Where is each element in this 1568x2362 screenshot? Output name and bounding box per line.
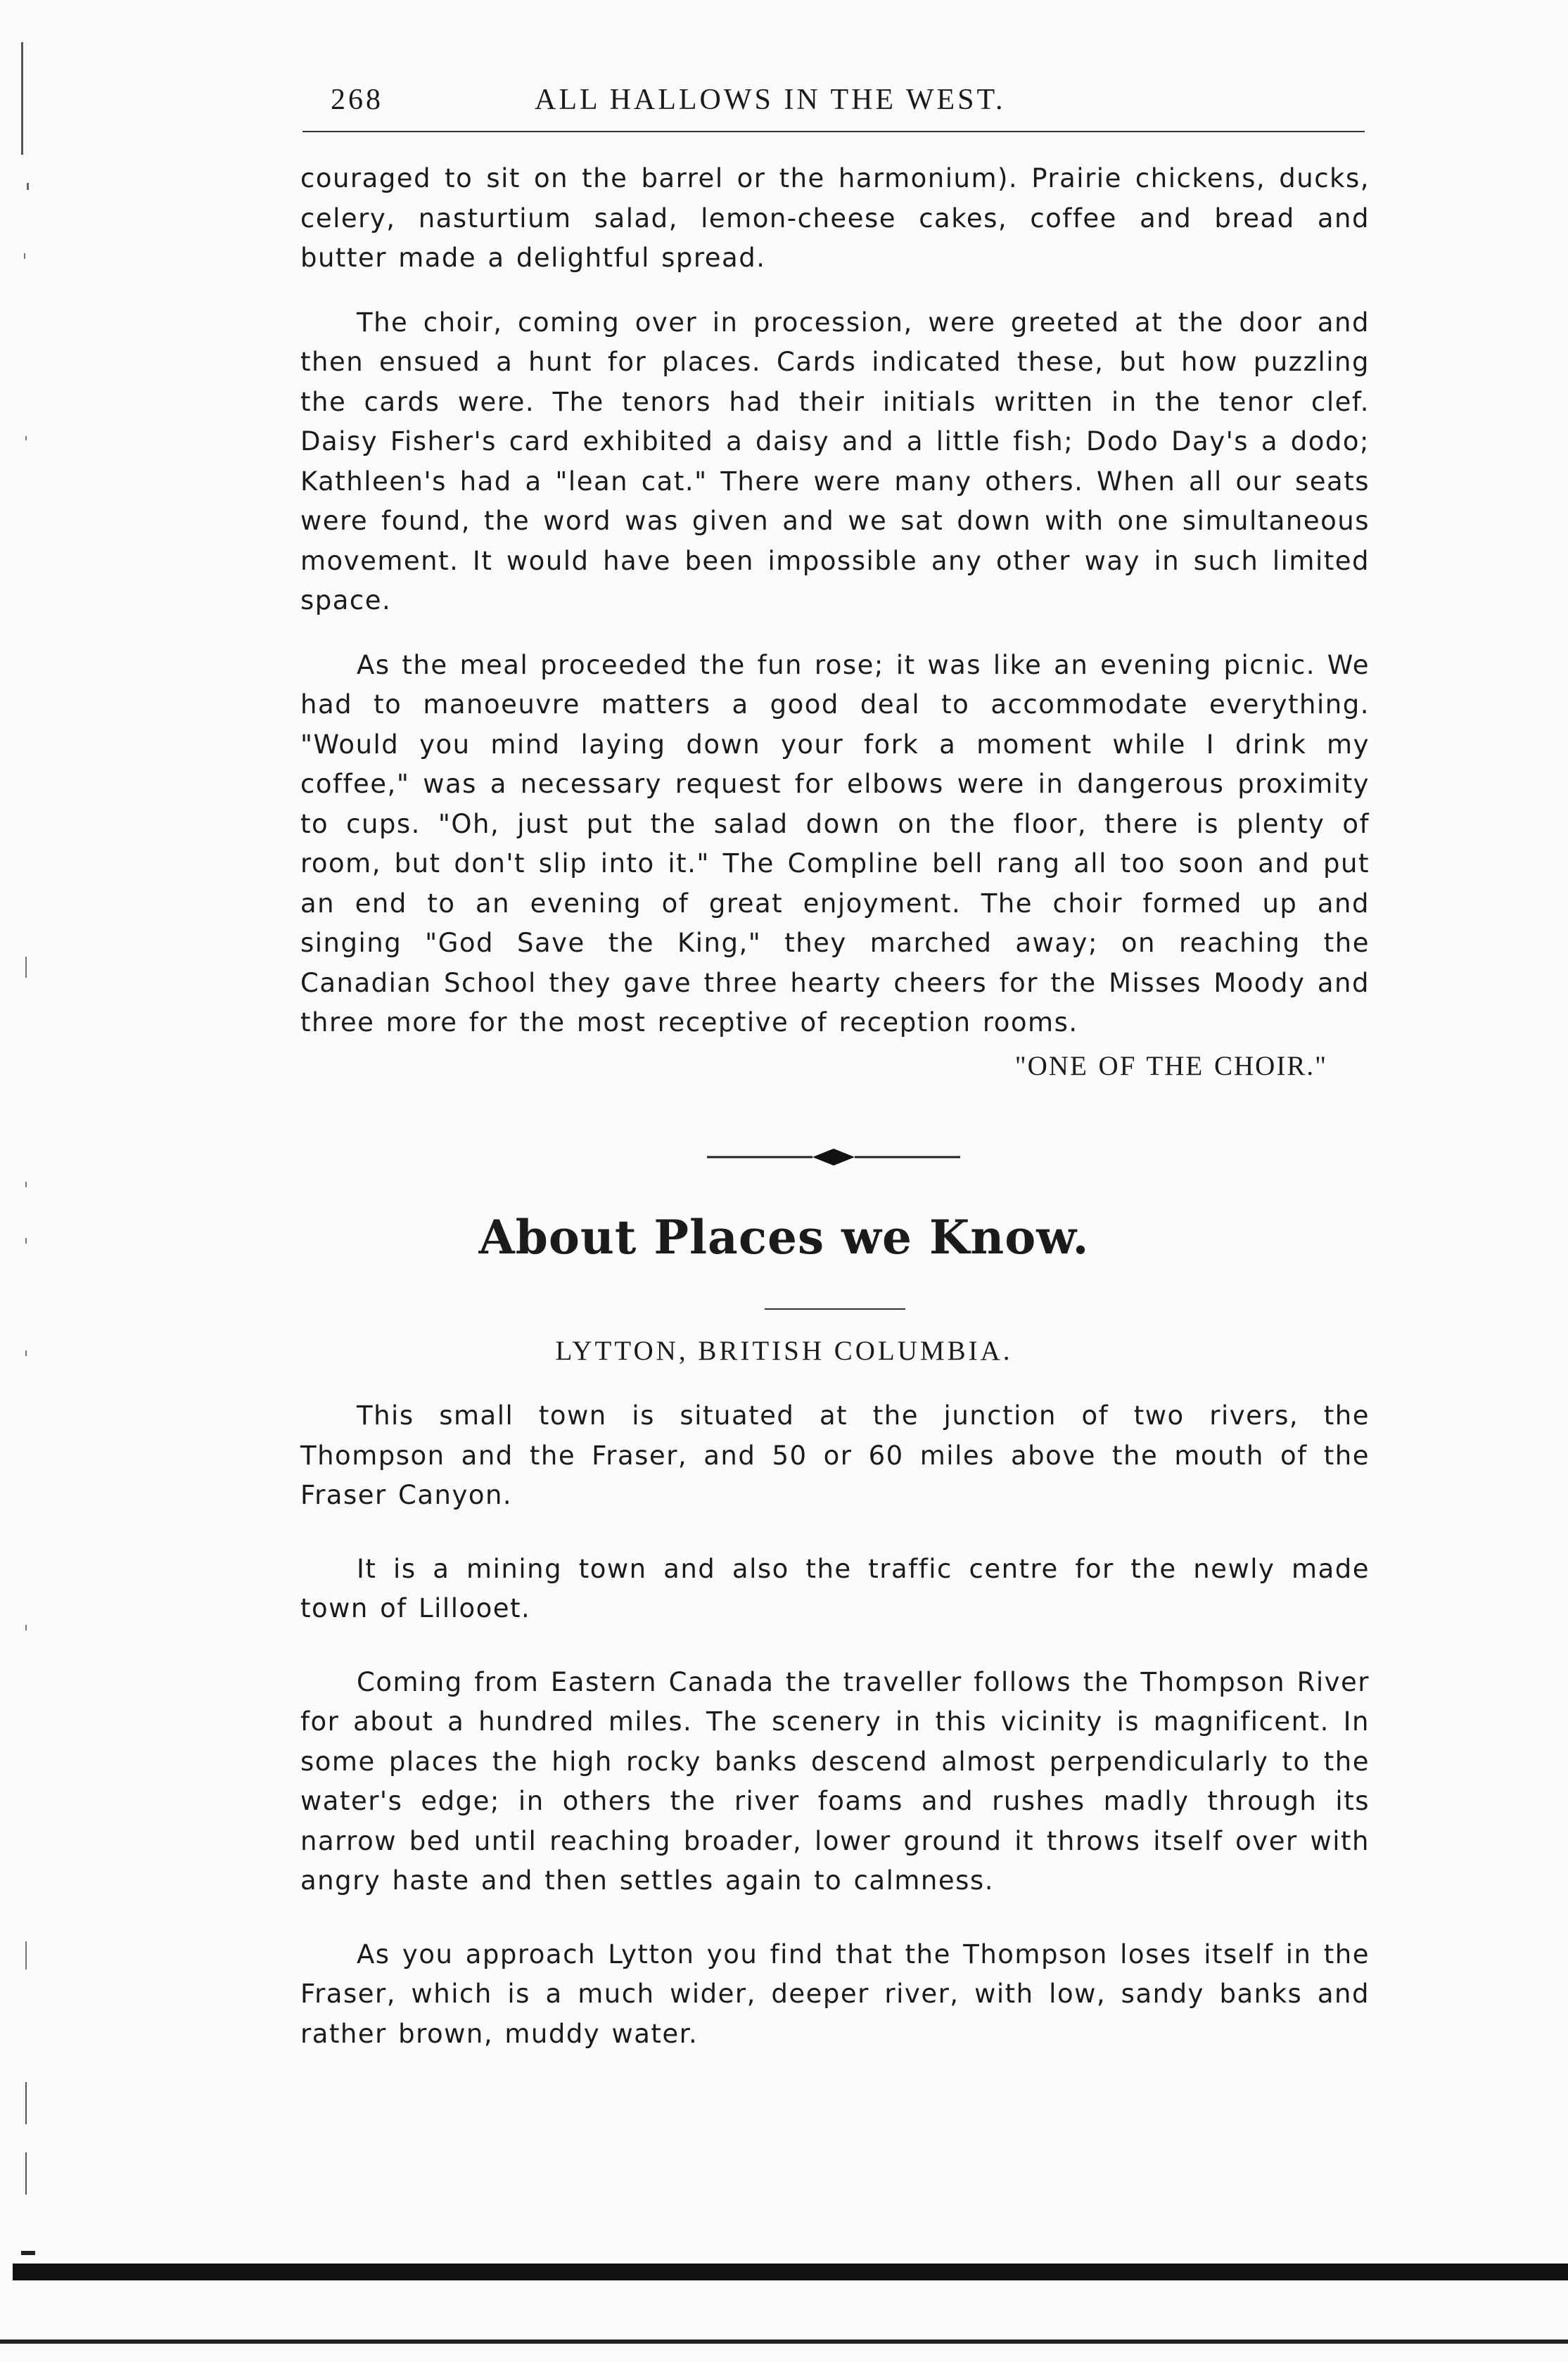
- header-rule: [302, 131, 1365, 132]
- paragraph: couraged to sit on the barrel or the harmonium). Prairie chickens, ducks, celery, nasturtium salad, lemon-cheese cakes, coffee and bread and butter made a delightful spread.: [300, 163, 1370, 273]
- paragraph: As the meal proceeded the fun rose; it was like an evening picnic. We had to manoeuvre matters a good deal to accommodate everything. "Would you mind laying down your fork a moment while I drink my coffee," was a necessary request for elbows were in dangerous proximity to cups. "Oh, just put the salad down on the floor, there is plenty of room, but don't slip into it." The Compline bell rang all too soon and put an end to an evening of great enjoyment. The choir formed up and singing "God Save the King," they marched away; on reaching the Canadian School they gave three hearty cheers for the Misses Moody and three more for the most receptive of reception rooms.: [300, 649, 1370, 1038]
- page-number: 268: [331, 84, 383, 116]
- paragraph: Coming from Eastern Canada the traveller follows the Thompson River for about a hundred miles. The scenery in this vicinity is magnificent. In some places the high rocky banks descend almost perpendicularly to the water's edge; in others the river foams and rushes madly through its narrow bed until reaching broader, lower ground it throws itself over with angry haste and then settles again to calmness.: [300, 1666, 1370, 1896]
- section-title: About Places we Know.: [478, 1210, 1090, 1265]
- paragraph: It is a mining town and also the traffic centre for the newly made town of Lillooet.: [300, 1553, 1370, 1623]
- article-choir: [300, 159, 1370, 1086]
- section-divider-ornament: [707, 1147, 960, 1168]
- paragraph: This small town is situated at the junction of two rivers, the Thompson and the Fraser, and 50 or 60 miles above the mouth of the Fraser Canyon.: [300, 1400, 1370, 1510]
- article-lytton: [300, 1396, 1370, 2088]
- running-title: ALL HALLOWS IN THE WEST.: [535, 84, 1006, 116]
- scan-bottom-bar: [13, 2264, 1568, 2280]
- scan-bottom-line: [0, 2339, 1568, 2344]
- paragraph: The choir, coming over in procession, were greeted at the door and then ensued a hunt for places. Cards indicated these, but how puzzling the cards were. The tenors had their initials written in the tenor clef. Daisy Fisher's card exhibited a daisy and a little fish; Dodo Day's a dodo; Kathleen's had a "lean cat." There were many others. When all our seats were found, the word was given and we sat down with one simultaneous movement. It would have been impossible any other way in such limited space.: [300, 307, 1370, 615]
- paragraph: As you approach Lytton you find that the Thompson loses itself in the Fraser, which is a much wider, deeper river, with low, sandy banks and rather brown, muddy water.: [300, 1939, 1370, 2049]
- section-subtitle: LYTTON, BRITISH COLUMBIA.: [555, 1336, 1013, 1366]
- title-rule: [765, 1308, 905, 1310]
- running-header: [302, 83, 1358, 125]
- margin-speckles-graphic: [21, 42, 35, 2258]
- article-signature: "ONE OF THE CHOIR.": [1014, 1050, 1327, 1081]
- margin-speckles: [21, 42, 35, 2258]
